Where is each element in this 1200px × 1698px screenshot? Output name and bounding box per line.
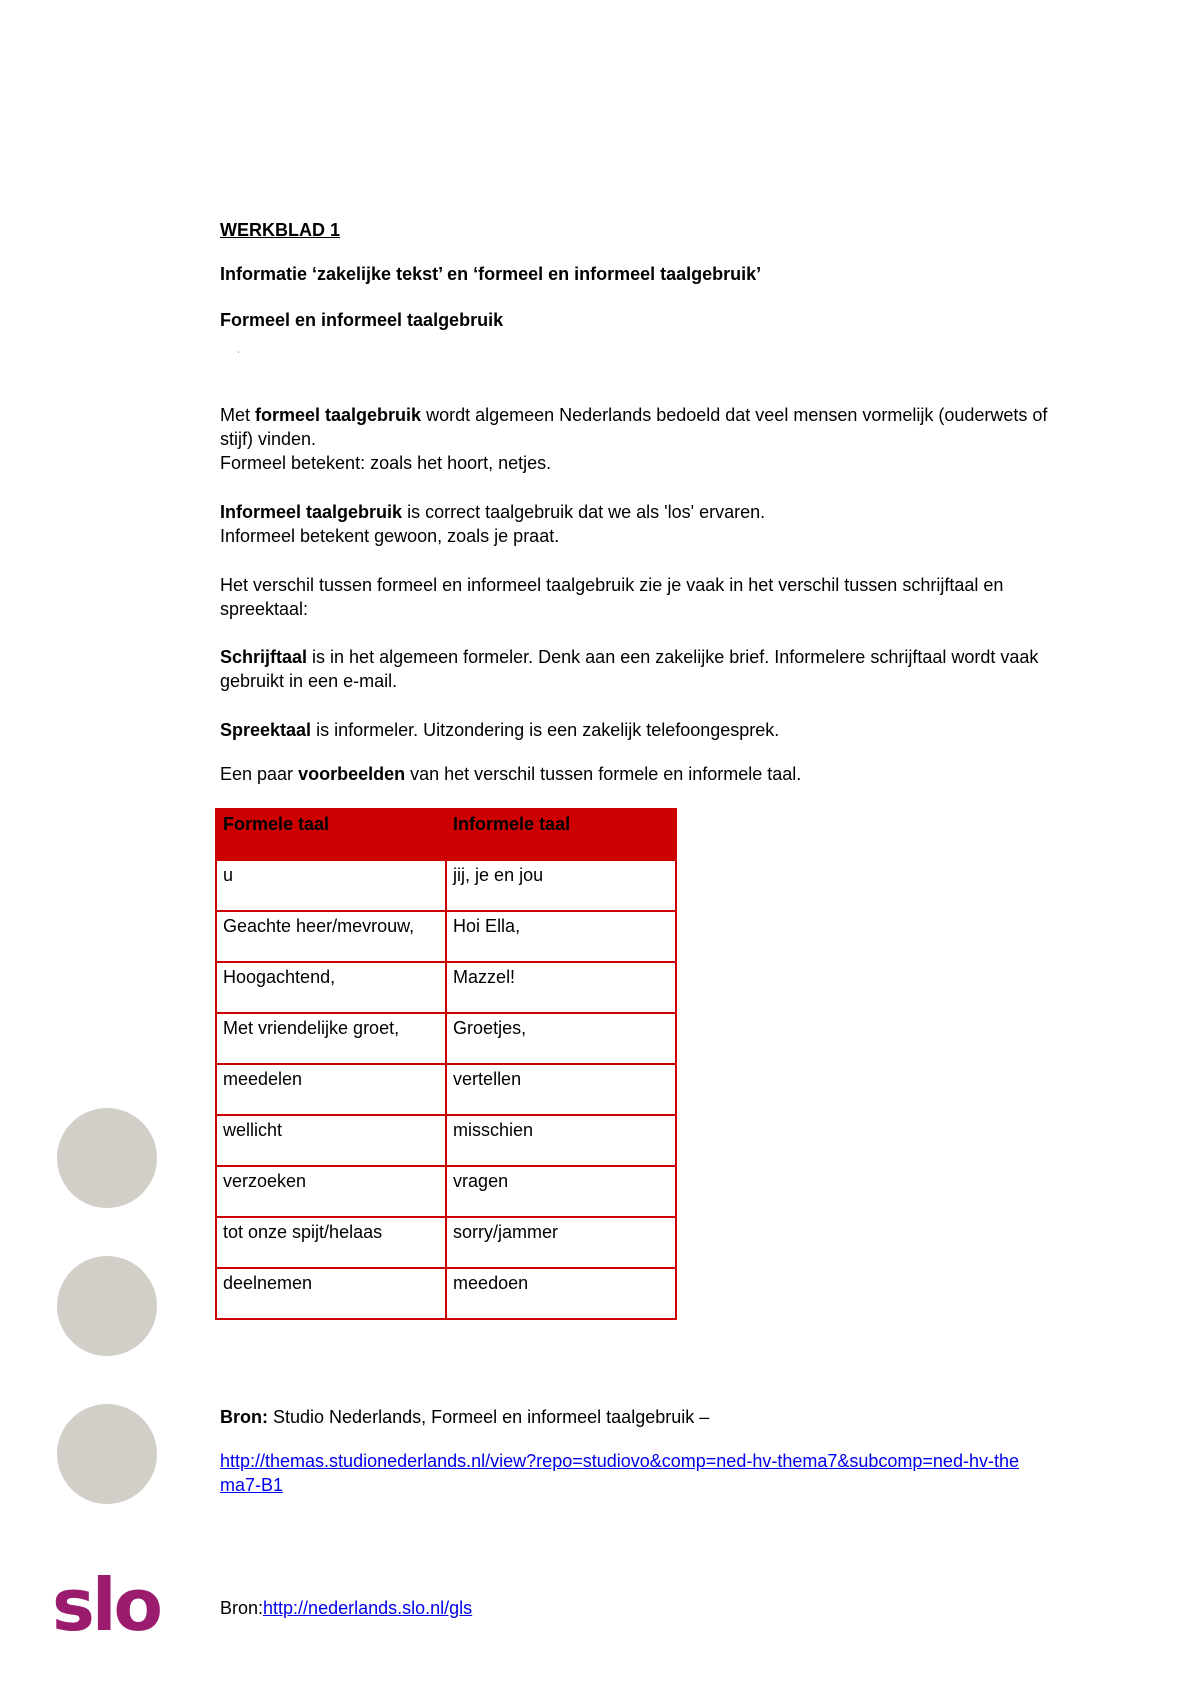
p2-post: is correct taalgebruik dat we als 'los' ervaren. <box>402 502 766 522</box>
table-cell: tot onze spijt/helaas <box>216 1217 446 1268</box>
stray-mark: ˈ <box>237 351 241 362</box>
source-slo <box>220 1596 472 1620</box>
table-row <box>216 1268 676 1319</box>
table-cell: misschien <box>446 1115 676 1166</box>
table-cell: meedoen <box>446 1268 676 1319</box>
table-cell: vragen <box>446 1166 676 1217</box>
decorative-circle-3 <box>57 1404 157 1504</box>
worksheet-subtitle: Informatie ‘zakelijke tekst’ en ‘formeel en informeel taalgebruik’ <box>220 264 762 284</box>
paragraph-schrijftaal <box>220 645 1070 693</box>
table-cell: vertellen <box>446 1064 676 1115</box>
table-row <box>216 962 676 1013</box>
table-cell: meedelen <box>216 1064 446 1115</box>
section-heading: Formeel en informeel taalgebruik <box>220 310 504 330</box>
table-cell: verzoeken <box>216 1166 446 1217</box>
p6-pre: Een paar <box>220 764 299 784</box>
table-cell: wellicht <box>216 1115 446 1166</box>
paragraph-spreektaal <box>220 718 1070 742</box>
source1-link-wrapper <box>220 1449 1020 1497</box>
p5-post: is informeler. Uitzondering is een zakelijk telefoongesprek. <box>311 720 780 740</box>
paragraph-verschil: Het verschil tussen formeel en informeel taalgebruik zie je vaak in het verschil tussen schrijftaal en spreektaal: <box>220 575 1004 619</box>
worksheet-title: WERKBLAD 1 <box>220 220 340 240</box>
table-cell: sorry/jammer <box>446 1217 676 1268</box>
slo-logo: slo <box>52 1563 160 1647</box>
p1-pre: Met <box>220 405 256 425</box>
table-cell: Groetjes, <box>446 1013 676 1064</box>
source1-label: Bron: <box>220 1407 268 1427</box>
table-cell: Mazzel! <box>446 962 676 1013</box>
p2-line2: Informeel betekent gewoon, zoals je praat. <box>220 526 560 546</box>
decorative-circle-1 <box>57 1108 157 1208</box>
table-cell: jij, je en jou <box>446 860 676 911</box>
table-row <box>216 911 676 962</box>
table-cell: Geachte heer/mevrouw, <box>216 911 446 962</box>
p4-bold: Schrijftaal <box>220 647 308 667</box>
source2-label: Bron: <box>220 1598 264 1618</box>
p1-line2: Formeel betekent: zoals het hoort, netjes. <box>220 453 552 473</box>
slo-link[interactable]: http://nederlands.slo.nl/gls <box>263 1598 473 1618</box>
table-header-informeel: Informele taal <box>446 809 676 860</box>
table-row <box>216 860 676 911</box>
paragraph-formeel <box>220 403 1070 475</box>
p5-bold: Spreektaal <box>220 720 312 740</box>
source1-text: Studio Nederlands, Formeel en informeel taalgebruik – <box>268 1407 710 1427</box>
p2-bold: Informeel taalgebruik <box>220 502 403 522</box>
decorative-circle-2 <box>57 1256 157 1356</box>
table-row <box>216 1217 676 1268</box>
table-cell: Met vriendelijke groet, <box>216 1013 446 1064</box>
p4-post: is in het algemeen formeler. Denk aan een zakelijke brief. Informelere schrijftaal wordt vaak gebruikt in een e-mail. <box>220 647 1039 691</box>
table-row <box>216 1013 676 1064</box>
table-cell: Hoogachtend, <box>216 962 446 1013</box>
table-row <box>216 1115 676 1166</box>
table-cell: deelnemen <box>216 1268 446 1319</box>
table-row <box>216 1064 676 1115</box>
table-row <box>216 1166 676 1217</box>
table-cell: u <box>216 860 446 911</box>
p6-bold: voorbeelden <box>298 764 406 784</box>
paragraph-voorbeelden <box>220 762 1070 786</box>
table-header-formeel: Formele taal <box>216 809 446 860</box>
p6-post: van het verschil tussen formele en informele taal. <box>405 764 802 784</box>
table-header-row <box>216 809 676 860</box>
p1-post: wordt algemeen Nederlands bedoeld dat veel mensen vormelijk (ouderwets of stijf) vinden. <box>220 405 1048 449</box>
paragraph-informeel <box>220 500 1070 548</box>
comparison-table <box>215 808 677 1320</box>
studionederlands-link[interactable]: http://themas.studionederlands.nl/view?repo=studiovo&comp=ned-hv-thema7&subcomp=ned-hv-thema7-B1 <box>220 1451 1019 1495</box>
source-studionederlands <box>220 1405 1070 1429</box>
p1-bold: formeel taalgebruik <box>255 405 422 425</box>
table-cell: Hoi Ella, <box>446 911 676 962</box>
